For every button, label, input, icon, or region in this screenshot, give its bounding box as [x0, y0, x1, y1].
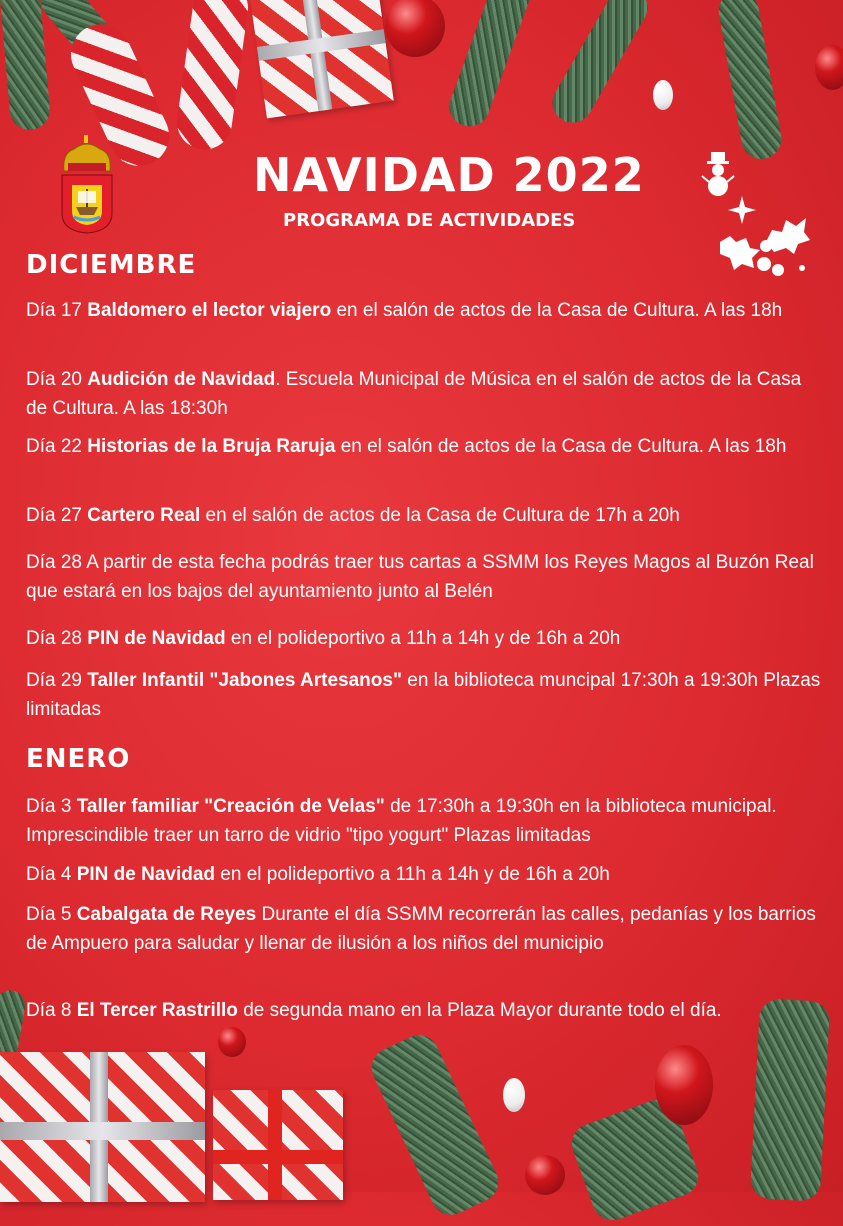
event-item: Día 3 Taller familiar "Creación de Velas" de 17:30h a 19:30h en la biblioteca municipal. Imprescindible traer un tarro de vidrio "tipo yogurt" Plazas limitadas — [26, 796, 777, 846]
event-item: Día 8 El Tercer Rastrillo de segunda mano en la Plaza Mayor durante todo el día. — [26, 1000, 722, 1021]
gift-box-icon — [0, 1052, 205, 1202]
ornament-ball-icon — [815, 45, 843, 90]
event-item: Día 29 Taller Infantil "Jabones Artesanos" en la biblioteca muncipal 17:30h a 19:30h Plazas limitadas — [26, 670, 821, 720]
pine-branch-icon — [750, 998, 830, 1201]
event-item: Día 28 PIN de Navidad en el polideportivo a 11h a 14h y de 16h a 20h — [26, 628, 621, 649]
holly-icon — [716, 212, 811, 287]
pine-branch-icon — [0, 0, 51, 131]
pine-branch-icon — [365, 1029, 505, 1222]
pine-branch-icon — [444, 0, 536, 132]
event-item: Día 5 Cabalgata de Reyes Durante el día SSMM recorrerán las calles, pedanías y los barrios de Ampuero para saludar y llenar de ilusión a los niños del municipio — [26, 904, 816, 954]
pine-branch-icon — [545, 0, 655, 130]
event-item: Día 4 PIN de Navidad en el polideportivo a 11h a 14h y de 16h a 20h — [26, 864, 610, 885]
event-item: Día 17 Baldomero el lector viajero en el salón de actos de la Casa de Cultura. A las 18h — [26, 300, 783, 321]
month-heading-diciembre: DICIEMBRE — [26, 250, 197, 280]
ornament-ball-icon — [385, 0, 445, 57]
pearl-icon — [503, 1078, 525, 1112]
event-item: Día 22 Historias de la Bruja Raruja en el salón de actos de la Casa de Cultura. A las 18h — [26, 436, 787, 457]
month-heading-enero: ENERO — [26, 744, 131, 774]
gift-box-icon — [250, 0, 393, 118]
event-item: Día 28 A partir de esta fecha podrás traer tus cartas a SSMM los Reyes Magos al Buzón Real que estará en los bajos del ayuntamiento junto al Belén — [26, 552, 814, 602]
gift-box-icon — [213, 1090, 343, 1200]
page-title: NAVIDAD 2022 — [253, 148, 645, 202]
ornament-ball-icon — [525, 1155, 565, 1195]
ornament-ball-icon — [218, 1027, 246, 1057]
municipal-crest-icon — [58, 135, 116, 235]
event-item: Día 20 Audición de Navidad. Escuela Municipal de Música en el salón de actos de la Casa de Cultura. A las 18:30h — [26, 369, 802, 419]
candy-cane-icon — [173, 0, 251, 153]
event-item: Día 27 Cartero Real en el salón de actos de la Casa de Cultura de 17h a 20h — [26, 505, 680, 526]
snowman-icon — [700, 152, 736, 201]
ornament-ball-icon — [655, 1045, 713, 1125]
pearl-icon — [653, 80, 673, 110]
page-subtitle: PROGRAMA DE ACTIVIDADES — [283, 210, 576, 231]
pine-branch-icon — [716, 0, 785, 162]
